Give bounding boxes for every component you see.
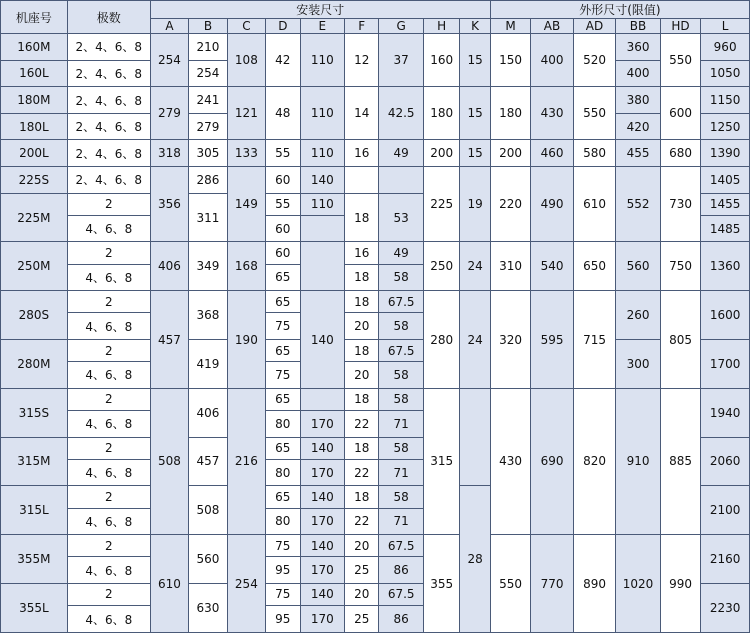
cell-A: 279 (150, 87, 188, 140)
cell-AB: 595 (531, 291, 574, 389)
cell-BB: 552 (616, 167, 661, 242)
cell-AD: 610 (573, 167, 616, 242)
cell-poles: 2 (67, 193, 150, 215)
cell-K: 19 (460, 167, 490, 242)
cell-C: 108 (227, 34, 265, 87)
cell-B: 241 (189, 87, 227, 114)
cell-D: 65 (266, 291, 300, 313)
cell-B: 560 (189, 535, 227, 584)
cell-D: 75 (266, 362, 300, 389)
cell-frame: 280S (1, 291, 68, 340)
cell-D: 80 (266, 508, 300, 535)
cell-frame: 355M (1, 535, 68, 584)
cell-G: 42.5 (379, 87, 424, 140)
cell-K: 15 (460, 34, 490, 87)
cell-K-empty (460, 388, 490, 486)
cell-F: 22 (345, 508, 379, 535)
cell-D: 60 (266, 242, 300, 264)
cell-H: 280 (423, 291, 459, 389)
cell-L: 1390 (701, 140, 750, 167)
cell-poles: 2 (67, 242, 150, 264)
cell-B: 349 (189, 242, 227, 291)
table-row (1, 87, 750, 114)
cell-E: 140 (300, 291, 345, 389)
cell-L: 2230 (701, 583, 750, 632)
cell-H: 225 (423, 167, 459, 242)
cell-AB: 770 (531, 535, 574, 633)
cell-M: 150 (490, 34, 530, 87)
cell-frame: 315S (1, 388, 68, 437)
cell-G: 67.5 (379, 535, 424, 557)
header-col-K: K (460, 19, 490, 34)
cell-poles: 2 (67, 437, 150, 459)
cell-K: 15 (460, 87, 490, 140)
cell-poles: 2、4、6、8 (67, 113, 150, 140)
cell-G: 53 (379, 193, 424, 242)
cell-AB: 540 (531, 242, 574, 291)
cell-G: 37 (379, 34, 424, 87)
cell-D: 75 (266, 583, 300, 605)
header-col-AD: AD (573, 19, 616, 34)
cell-F: 18 (345, 388, 379, 410)
cell-E-empty (300, 242, 345, 291)
cell-BB: 455 (616, 140, 661, 167)
cell-A: 457 (150, 291, 188, 389)
cell-D: 65 (266, 437, 300, 459)
cell-L: 1455 (701, 193, 750, 215)
header-col-HD: HD (660, 19, 700, 34)
cell-L: 1360 (701, 242, 750, 291)
cell-AB: 430 (531, 87, 574, 140)
cell-poles: 2 (67, 340, 150, 362)
cell-M: 180 (490, 87, 530, 140)
cell-E: 140 (300, 583, 345, 605)
cell-poles: 4、6、8 (67, 410, 150, 437)
cell-frame: 250M (1, 242, 68, 291)
cell-poles: 4、6、8 (67, 215, 150, 242)
cell-AB: 460 (531, 140, 574, 167)
cell-L: 1485 (701, 215, 750, 242)
cell-frame: 315M (1, 437, 68, 486)
cell-B: 254 (189, 60, 227, 87)
cell-C: 168 (227, 242, 265, 291)
cell-D: 80 (266, 459, 300, 486)
cell-B: 286 (189, 167, 227, 194)
cell-HD: 550 (660, 34, 700, 87)
cell-E: 170 (300, 410, 345, 437)
cell-C: 216 (227, 388, 265, 534)
cell-F: 12 (345, 34, 379, 87)
cell-D: 55 (266, 140, 300, 167)
cell-poles: 4、6、8 (67, 313, 150, 340)
cell-G: 71 (379, 459, 424, 486)
cell-B: 508 (189, 486, 227, 535)
cell-L: 2100 (701, 486, 750, 535)
header-poles: 极数 (67, 1, 150, 34)
cell-HD: 990 (660, 535, 700, 633)
cell-M: 430 (490, 388, 530, 534)
cell-H: 180 (423, 87, 459, 140)
cell-HD: 805 (660, 291, 700, 389)
cell-L: 1600 (701, 291, 750, 340)
header-col-A: A (150, 19, 188, 34)
cell-G: 67.5 (379, 340, 424, 362)
cell-AD: 650 (573, 242, 616, 291)
cell-H: 250 (423, 242, 459, 291)
cell-D: 80 (266, 410, 300, 437)
cell-E: 170 (300, 508, 345, 535)
cell-E: 110 (300, 34, 345, 87)
cell-poles: 4、6、8 (67, 508, 150, 535)
cell-M: 550 (490, 535, 530, 633)
cell-C: 121 (227, 87, 265, 140)
cell-A: 254 (150, 34, 188, 87)
cell-E: 110 (300, 87, 345, 140)
cell-E: 140 (300, 535, 345, 557)
cell-BB: 400 (616, 60, 661, 87)
cell-L: 1250 (701, 113, 750, 140)
cell-frame: 160M (1, 34, 68, 61)
cell-G: 86 (379, 557, 424, 584)
table-row (1, 167, 750, 194)
cell-AB: 400 (531, 34, 574, 87)
cell-D: 75 (266, 535, 300, 557)
cell-E-empty (300, 215, 345, 242)
cell-D: 75 (266, 313, 300, 340)
cell-poles: 4、6、8 (67, 264, 150, 291)
cell-C: 149 (227, 167, 265, 242)
cell-BB: 1020 (616, 535, 661, 633)
cell-G: 58 (379, 264, 424, 291)
cell-D: 65 (266, 340, 300, 362)
cell-E: 170 (300, 459, 345, 486)
cell-L: 1700 (701, 340, 750, 389)
cell-M: 320 (490, 291, 530, 389)
cell-K: 24 (460, 242, 490, 291)
table-row (1, 34, 750, 61)
cell-frame: 180M (1, 87, 68, 114)
header-col-C: C (227, 19, 265, 34)
cell-F: 20 (345, 362, 379, 389)
cell-D: 65 (266, 388, 300, 410)
cell-AB: 690 (531, 388, 574, 534)
cell-AD: 820 (573, 388, 616, 534)
cell-poles: 2 (67, 486, 150, 508)
cell-K: 28 (460, 486, 490, 633)
cell-AD: 715 (573, 291, 616, 389)
cell-F: 25 (345, 557, 379, 584)
cell-D: 60 (266, 215, 300, 242)
cell-frame: 200L (1, 140, 68, 167)
cell-F: 18 (345, 486, 379, 508)
header-col-G: G (379, 19, 424, 34)
cell-F-empty (345, 167, 379, 194)
header-col-BB: BB (616, 19, 661, 34)
cell-H: 315 (423, 388, 459, 534)
cell-D: 55 (266, 193, 300, 215)
cell-H: 355 (423, 535, 459, 633)
cell-D: 95 (266, 606, 300, 633)
cell-D: 42 (266, 34, 300, 87)
cell-BB: 260 (616, 291, 661, 340)
cell-F: 14 (345, 87, 379, 140)
header-install-dimensions: 安装尺寸 (150, 1, 490, 19)
cell-C: 254 (227, 535, 265, 633)
cell-M: 220 (490, 167, 530, 242)
cell-E: 140 (300, 437, 345, 459)
table-row (1, 291, 750, 313)
cell-H: 160 (423, 34, 459, 87)
cell-F: 22 (345, 410, 379, 437)
cell-D: 60 (266, 167, 300, 194)
cell-K: 24 (460, 291, 490, 389)
cell-poles: 2 (67, 291, 150, 313)
table-row (1, 535, 750, 557)
cell-BB: 420 (616, 113, 661, 140)
cell-A: 508 (150, 388, 188, 534)
cell-D: 95 (266, 557, 300, 584)
cell-L: 2060 (701, 437, 750, 486)
cell-poles: 2、4、6、8 (67, 34, 150, 61)
cell-F: 16 (345, 140, 379, 167)
cell-poles: 2、4、6、8 (67, 167, 150, 194)
cell-F: 20 (345, 583, 379, 605)
cell-G: 86 (379, 606, 424, 633)
cell-AB: 490 (531, 167, 574, 242)
cell-L: 1940 (701, 388, 750, 437)
cell-M: 310 (490, 242, 530, 291)
cell-frame: 280M (1, 340, 68, 389)
cell-frame: 225M (1, 193, 68, 242)
cell-F: 18 (345, 437, 379, 459)
table-row (1, 388, 750, 410)
cell-BB: 360 (616, 34, 661, 61)
cell-F: 20 (345, 313, 379, 340)
cell-F: 25 (345, 606, 379, 633)
cell-E: 170 (300, 606, 345, 633)
cell-F: 20 (345, 535, 379, 557)
cell-B: 630 (189, 583, 227, 632)
cell-HD: 730 (660, 167, 700, 242)
cell-G: 71 (379, 508, 424, 535)
cell-F: 18 (345, 193, 379, 242)
cell-L: 1150 (701, 87, 750, 114)
cell-BB: 910 (616, 388, 661, 534)
cell-G: 58 (379, 388, 424, 410)
cell-L: 1405 (701, 167, 750, 194)
cell-BB: 300 (616, 340, 661, 389)
cell-B: 305 (189, 140, 227, 167)
header-col-F: F (345, 19, 379, 34)
cell-D: 65 (266, 486, 300, 508)
cell-E: 140 (300, 486, 345, 508)
cell-H: 200 (423, 140, 459, 167)
cell-E: 170 (300, 557, 345, 584)
header-outline-dimensions: 外形尺寸(限值) (490, 1, 749, 19)
cell-B: 419 (189, 340, 227, 389)
cell-B: 406 (189, 388, 227, 437)
cell-E-empty (300, 388, 345, 410)
cell-B: 457 (189, 437, 227, 486)
cell-AD: 580 (573, 140, 616, 167)
cell-poles: 2 (67, 388, 150, 410)
cell-poles: 4、6、8 (67, 606, 150, 633)
cell-B: 210 (189, 34, 227, 61)
cell-E: 110 (300, 140, 345, 167)
cell-M: 200 (490, 140, 530, 167)
cell-K: 15 (460, 140, 490, 167)
cell-frame: 225S (1, 167, 68, 194)
cell-AD: 890 (573, 535, 616, 633)
cell-L: 2160 (701, 535, 750, 584)
header-frame-no: 机座号 (1, 1, 68, 34)
cell-C: 190 (227, 291, 265, 389)
cell-F: 18 (345, 291, 379, 313)
cell-poles: 2、4、6、8 (67, 87, 150, 114)
table-row (1, 140, 750, 167)
cell-A: 318 (150, 140, 188, 167)
cell-HD: 600 (660, 87, 700, 140)
cell-L: 960 (701, 34, 750, 61)
cell-B: 279 (189, 113, 227, 140)
cell-AD: 550 (573, 87, 616, 140)
cell-G: 58 (379, 362, 424, 389)
cell-B: 311 (189, 193, 227, 242)
cell-BB: 380 (616, 87, 661, 114)
cell-poles: 2 (67, 535, 150, 557)
cell-E: 110 (300, 193, 345, 215)
cell-frame: 180L (1, 113, 68, 140)
cell-HD: 680 (660, 140, 700, 167)
cell-poles: 2、4、6、8 (67, 60, 150, 87)
cell-G: 58 (379, 437, 424, 459)
header-col-L: L (701, 19, 750, 34)
cell-F: 18 (345, 340, 379, 362)
cell-F: 18 (345, 264, 379, 291)
cell-G: 67.5 (379, 583, 424, 605)
cell-A: 406 (150, 242, 188, 291)
header-col-H: H (423, 19, 459, 34)
header-col-E: E (300, 19, 345, 34)
cell-poles: 4、6、8 (67, 362, 150, 389)
cell-poles: 2、4、6、8 (67, 140, 150, 167)
cell-BB: 560 (616, 242, 661, 291)
cell-A: 356 (150, 167, 188, 242)
cell-HD: 750 (660, 242, 700, 291)
cell-F: 16 (345, 242, 379, 264)
cell-A: 610 (150, 535, 188, 633)
cell-G: 67.5 (379, 291, 424, 313)
cell-L: 1050 (701, 60, 750, 87)
cell-AD: 520 (573, 34, 616, 87)
header-col-B: B (189, 19, 227, 34)
cell-D: 65 (266, 264, 300, 291)
cell-E: 140 (300, 167, 345, 194)
table-row (1, 340, 750, 362)
cell-G: 49 (379, 242, 424, 264)
cell-frame: 315L (1, 486, 68, 535)
cell-frame: 355L (1, 583, 68, 632)
cell-G: 71 (379, 410, 424, 437)
cell-C: 133 (227, 140, 265, 167)
table-row (1, 242, 750, 264)
cell-frame: 160L (1, 60, 68, 87)
cell-D: 48 (266, 87, 300, 140)
cell-poles: 4、6、8 (67, 459, 150, 486)
cell-F: 22 (345, 459, 379, 486)
cell-G: 58 (379, 486, 424, 508)
cell-HD: 885 (660, 388, 700, 534)
cell-G: 58 (379, 313, 424, 340)
cell-G: 49 (379, 140, 424, 167)
header-col-AB: AB (531, 19, 574, 34)
cell-poles: 4、6、8 (67, 557, 150, 584)
header-col-M: M (490, 19, 530, 34)
cell-poles: 2 (67, 583, 150, 605)
cell-G-empty (379, 167, 424, 194)
cell-B: 368 (189, 291, 227, 340)
header-col-D: D (266, 19, 300, 34)
